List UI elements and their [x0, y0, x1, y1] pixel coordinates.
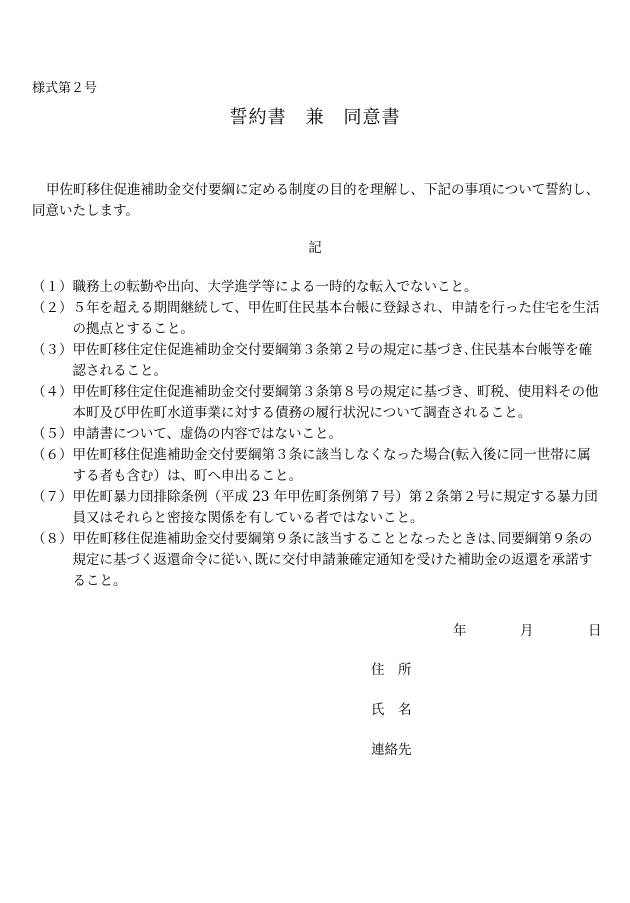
pledge-text: 甲佐町移住促進補助金交付要綱第３条に該当しなくなった場合(転入後に同一世帯に属する者も含む）は、町へ申出ること。: [72, 447, 591, 484]
date-month-label: 月: [520, 623, 534, 639]
pledge-number: （８）: [32, 531, 73, 547]
pledge-item-7: [32, 487, 604, 529]
pledge-item-2: [32, 298, 604, 340]
pledge-item-8: [32, 529, 604, 592]
pledge-text: ５年を超える期間継続して、甲佐町住民基本台帳に登録され、申請を行った住宅を生活の拠点とすること。: [72, 300, 600, 337]
pledge-number: （７）: [32, 489, 73, 505]
pledge-item-4: [32, 382, 604, 424]
pledge-text: 職務上の転勤や出向、大学進学等による一時的な転入でないこと。: [72, 279, 478, 295]
date-year-label: 年: [453, 623, 467, 639]
pledge-text: 申請書について、虚偽の内容ではないこと。: [72, 426, 342, 442]
name-label: 氏 名: [371, 702, 412, 718]
pledge-list: [32, 277, 604, 592]
pledge-text: 甲佐町暴力団排除条例（平成 23 年甲佐町条例第７号）第２条第２号に規定する暴力団員又はそれらと密接な関係を有している者ではないこと。: [72, 489, 598, 526]
pledge-text: 甲佐町移住定住促進補助金交付要綱第３条第８号の規定に基づき、町税、使用料その他本町及び甲佐町水道事業に対する債務の履行状況について調査されること。: [72, 384, 599, 421]
pledge-number: （６）: [32, 447, 73, 463]
date-day-label: 日: [588, 623, 602, 639]
intro-paragraph: 甲佐町移住促進補助金交付要綱に定める制度の目的を理解し、下記の事項について誓約し、同意いたします。: [32, 182, 600, 219]
form-number: 様式第２号: [32, 81, 98, 96]
pledge-item-1: [32, 277, 604, 298]
pledge-item-5: [32, 424, 604, 445]
pledge-number: （３）: [32, 342, 73, 358]
pledge-number: （５）: [32, 426, 73, 442]
pledge-text: 甲佐町移住定住促進補助金交付要綱第３条第２号の規定に基づき､住民基本台帳等を確認されること。: [72, 342, 593, 379]
pledge-item-6: [32, 445, 604, 487]
document-title: 誓約書 兼 同意書: [229, 107, 401, 128]
pledge-text: 甲佐町移住促進補助金交付要綱第９条に該当することとなったときは､同要綱第９条の規定に基づく返還命令に従い､既に交付申請兼確定通知を受けた補助金の返還を承諾すること。: [72, 531, 593, 589]
pledge-number: （１）: [32, 279, 73, 295]
contact-label: 連絡先: [371, 742, 412, 758]
date-row: [0, 621, 630, 643]
ki-heading: 記: [308, 240, 322, 256]
address-label: 住 所: [371, 662, 412, 678]
pledge-number: （４）: [32, 384, 73, 400]
pledge-item-3: [32, 340, 604, 382]
pledge-number: （２）: [32, 300, 73, 316]
